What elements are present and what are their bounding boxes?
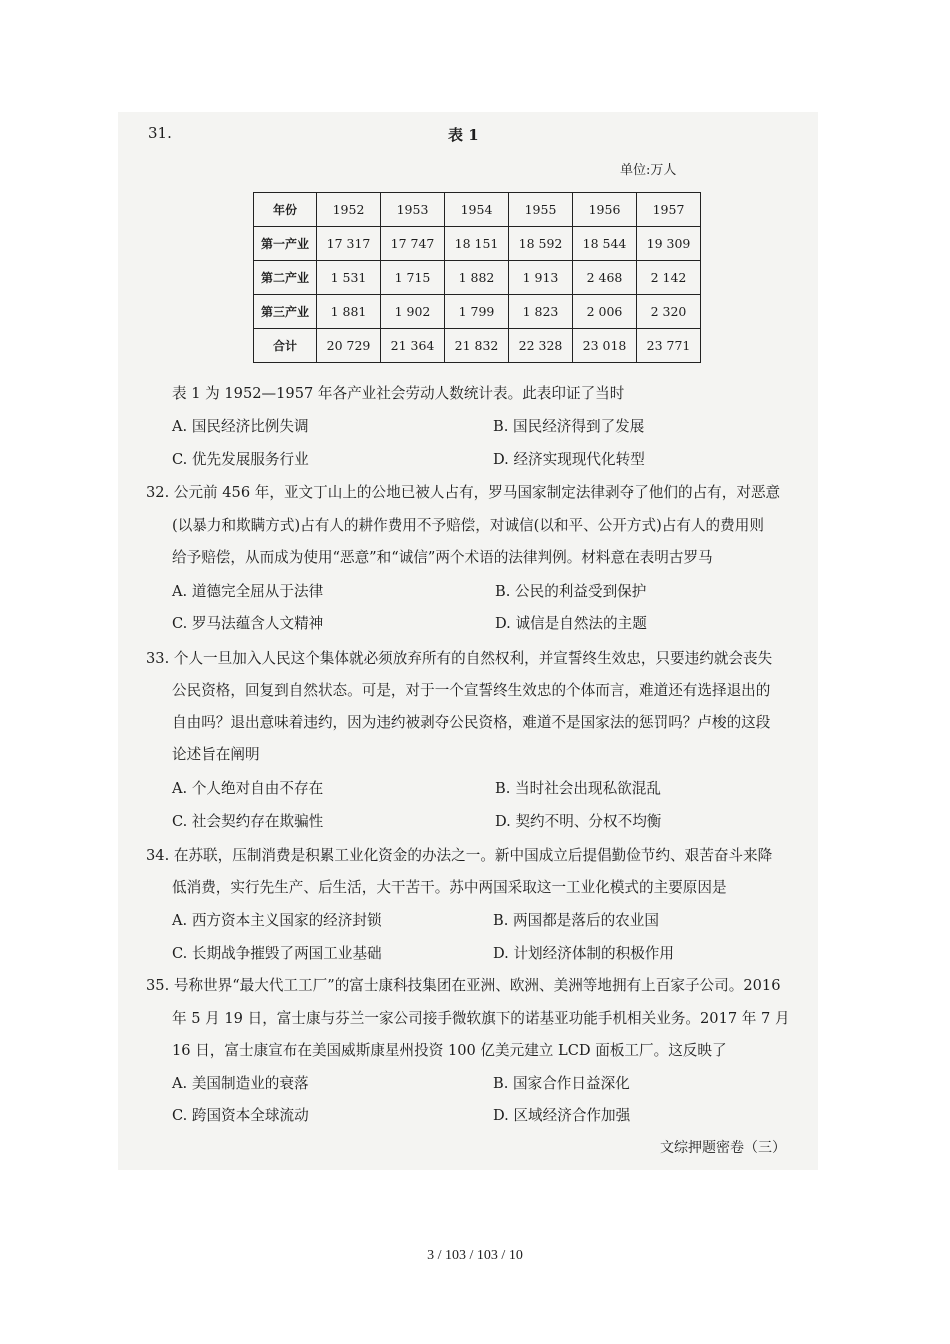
question-31-option-b: B. 国民经济得到了发展 bbox=[493, 418, 645, 435]
table-cell: 18 151 bbox=[445, 227, 509, 261]
table-year: 1955 bbox=[509, 193, 573, 227]
table-cell: 21 832 bbox=[445, 329, 509, 363]
table-header-row bbox=[254, 193, 701, 227]
table-cell: 21 364 bbox=[381, 329, 445, 363]
table-cell: 2 320 bbox=[637, 295, 701, 329]
question-33-option-d: D. 契约不明、分权不均衡 bbox=[495, 813, 662, 830]
question-35-option-a: A. 美国制造业的衰落 bbox=[172, 1075, 309, 1092]
table-cell: 2 142 bbox=[637, 261, 701, 295]
question-32-option-b: B. 公民的利益受到保护 bbox=[495, 583, 647, 600]
question-31-option-c: C. 优先发展服务行业 bbox=[172, 451, 309, 468]
table-row-label: 第三产业 bbox=[254, 295, 317, 329]
question-32-option-a: A. 道德完全屈从于法律 bbox=[172, 583, 324, 600]
question-31-number: 31. bbox=[148, 124, 172, 142]
table-year: 1957 bbox=[637, 193, 701, 227]
question-35-line: 16 日，富士康宣布在美国威斯康星州投资 100 亿美元建立 LCD 面板工厂。这反映了 bbox=[172, 1042, 727, 1059]
page-number: 3 / 103 / 103 / 10 bbox=[427, 1248, 523, 1263]
question-33-option-b: B. 当时社会出现私欲混乱 bbox=[495, 780, 661, 797]
table-row bbox=[254, 227, 701, 261]
question-34-line: 34. 在苏联，压制消费是积累工业化资金的办法之一。新中国成立后提倡勤俭节约、艰苦奋斗来降 bbox=[146, 847, 773, 864]
question-33-line: 自由吗？退出意味着违约，因为违约被剥夺公民资格，难道不是国家法的惩罚吗？卢梭的这段 bbox=[172, 714, 771, 731]
table-cell: 22 328 bbox=[509, 329, 573, 363]
table-cell: 1 902 bbox=[381, 295, 445, 329]
question-34-line: 低消费，实行先生产、后生活，大干苦干。苏中两国采取这一工业化模式的主要原因是 bbox=[172, 879, 727, 896]
question-35-option-d: D. 区域经济合作加强 bbox=[493, 1107, 631, 1124]
question-35-line: 35. 号称世界“最大代工工厂”的富士康科技集团在亚洲、欧洲、美洲等地拥有上百家子公司。2016 bbox=[146, 977, 781, 994]
table-year: 1952 bbox=[317, 193, 381, 227]
table-header-label: 年份 bbox=[254, 193, 317, 227]
table-cell: 1 799 bbox=[445, 295, 509, 329]
table-year: 1956 bbox=[573, 193, 637, 227]
table-year: 1954 bbox=[445, 193, 509, 227]
table-cell: 17 317 bbox=[317, 227, 381, 261]
question-33-line: 公民资格，回复到自然状态。可是，对于一个宣誓终生效忠的个体而言，难道还有选择退出的 bbox=[172, 682, 771, 699]
question-33-option-c: C. 社会契约存在欺骗性 bbox=[172, 813, 324, 830]
table-cell: 1 881 bbox=[317, 295, 381, 329]
table-row bbox=[254, 329, 701, 363]
table-row bbox=[254, 261, 701, 295]
table-title: 表 1 bbox=[448, 126, 479, 144]
question-32-line: 32. 公元前 456 年，亚文丁山上的公地已被人占有，罗马国家制定法律剥夺了他们的占有，对恶意 bbox=[146, 484, 781, 501]
question-32-line: 给予赔偿，从而成为使用“恶意”和“诚信”两个术语的法律判例。材料意在表明古罗马 bbox=[172, 549, 713, 566]
question-34-option-c: C. 长期战争摧毁了两国工业基础 bbox=[172, 945, 382, 962]
table-cell: 23 018 bbox=[573, 329, 637, 363]
question-31-option-d: D. 经济实现现代化转型 bbox=[493, 451, 645, 468]
question-33-line: 33. 个人一旦加入人民这个集体就必须放弃所有的自然权利，并宣誓终生效忠，只要违约就会丧失 bbox=[146, 650, 773, 667]
table-cell: 2 006 bbox=[573, 295, 637, 329]
table-year: 1953 bbox=[381, 193, 445, 227]
table-cell: 20 729 bbox=[317, 329, 381, 363]
table-cell: 18 544 bbox=[573, 227, 637, 261]
question-34-option-b: B. 两国都是落后的农业国 bbox=[493, 912, 659, 929]
table-row-label: 第二产业 bbox=[254, 261, 317, 295]
table-row bbox=[254, 295, 701, 329]
table-row-label: 合计 bbox=[254, 329, 317, 363]
labor-statistics-table bbox=[253, 192, 701, 363]
table-unit: 单位:万人 bbox=[620, 163, 677, 178]
table-cell: 18 592 bbox=[509, 227, 573, 261]
question-35-option-b: B. 国家合作日益深化 bbox=[493, 1075, 630, 1092]
question-33-line: 论述旨在阐明 bbox=[172, 746, 260, 763]
question-35-line: 年 5 月 19 日，富士康与芬兰一家公司接手微软旗下的诺基亚功能手机相关业务。2017 年 7 月 bbox=[172, 1010, 790, 1027]
question-34-option-a: A. 西方资本主义国家的经济封锁 bbox=[172, 912, 382, 929]
question-33-option-a: A. 个人绝对自由不存在 bbox=[172, 780, 324, 797]
question-32-option-d: D. 诚信是自然法的主题 bbox=[495, 615, 647, 632]
table-row-label: 第一产业 bbox=[254, 227, 317, 261]
table-cell: 23 771 bbox=[637, 329, 701, 363]
table-cell: 2 468 bbox=[573, 261, 637, 295]
question-32-line: (以暴力和欺瞒方式)占有人的耕作费用不予赔偿，对诚信(以和平、公开方式)占有人的费用则 bbox=[172, 517, 764, 534]
question-31-stem: 表 1 为 1952—1957 年各产业社会劳动人数统计表。此表印证了当时 bbox=[172, 385, 625, 402]
paper-title: 文综押题密卷（三） bbox=[660, 1140, 786, 1156]
table-cell: 1 882 bbox=[445, 261, 509, 295]
question-34-option-d: D. 计划经济体制的积极作用 bbox=[493, 945, 674, 962]
question-31-option-a: A. 国民经济比例失调 bbox=[172, 418, 309, 435]
table-cell: 1 913 bbox=[509, 261, 573, 295]
table-cell: 17 747 bbox=[381, 227, 445, 261]
question-35-option-c: C. 跨国资本全球流动 bbox=[172, 1107, 309, 1124]
question-32-option-c: C. 罗马法蕴含人文精神 bbox=[172, 615, 324, 632]
table-cell: 19 309 bbox=[637, 227, 701, 261]
table-cell: 1 531 bbox=[317, 261, 381, 295]
table-cell: 1 823 bbox=[509, 295, 573, 329]
table-cell: 1 715 bbox=[381, 261, 445, 295]
